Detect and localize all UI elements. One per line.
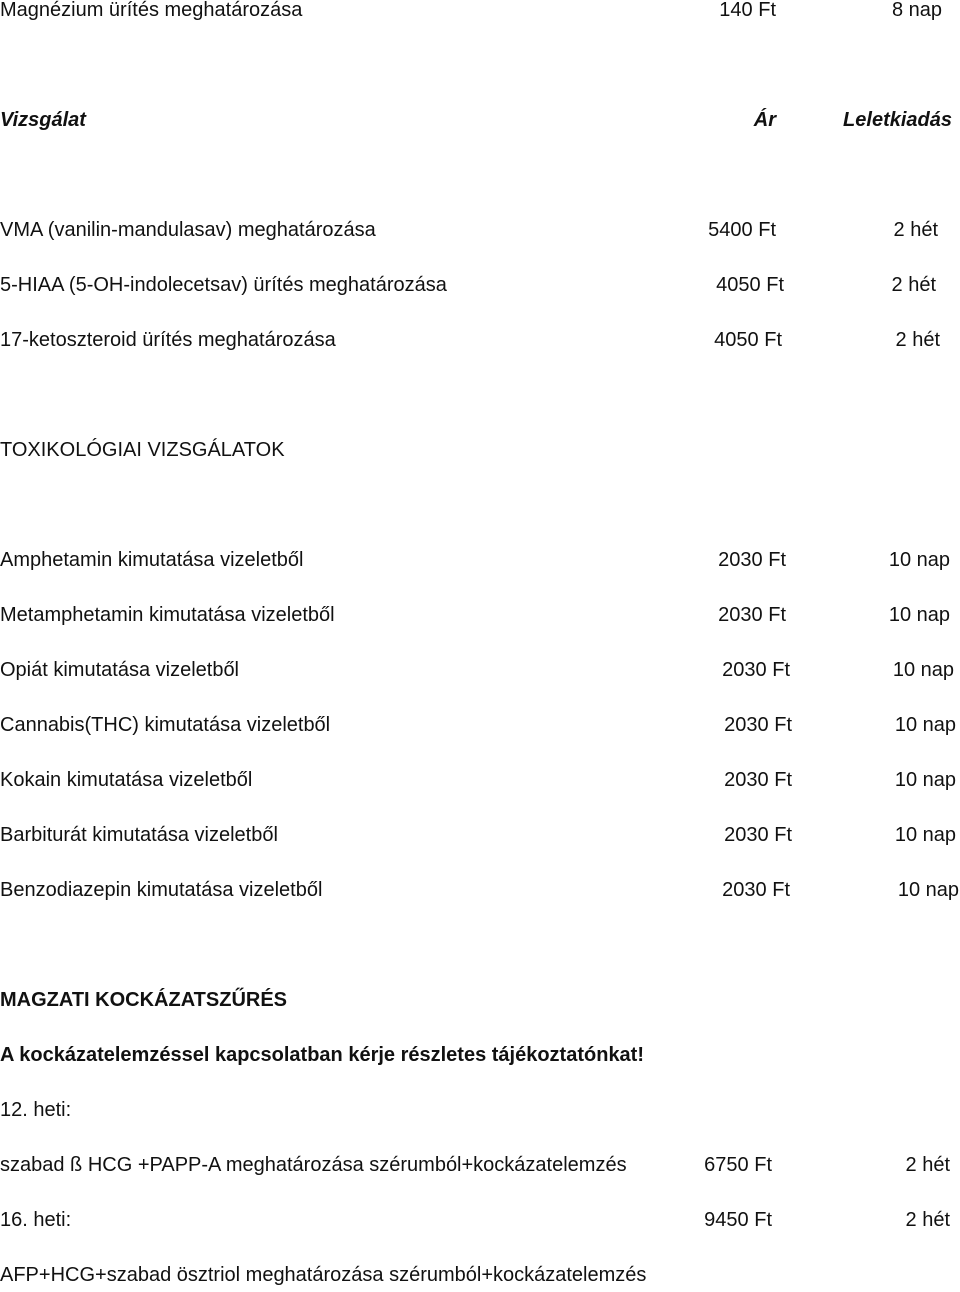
week-label: 12. heti: <box>0 1099 72 1121</box>
table-row <box>0 271 960 299</box>
test-turnaround: 2 hét <box>895 329 940 351</box>
test-name: Metamphetamin kimutatása vizeletből <box>0 604 335 626</box>
test-turnaround: 10 nap <box>894 824 956 846</box>
test-turnaround: 10 nap <box>897 879 959 901</box>
week-label: 16. heti: <box>0 1209 72 1231</box>
header-turnaround: Leletkiadás <box>843 109 952 131</box>
table-row <box>0 326 960 354</box>
test-turnaround: 2 hét <box>905 1209 950 1231</box>
test-price: 2030 Ft <box>722 879 790 901</box>
test-turnaround: 10 nap <box>888 604 950 626</box>
test-name: Amphetamin kimutatása vizeletből <box>0 549 304 571</box>
test-name: Magnézium ürítés meghatározása <box>0 0 303 21</box>
test-name: 17-ketoszteroid ürítés meghatározása <box>0 329 336 351</box>
table-row <box>0 656 960 684</box>
test-price: 2030 Ft <box>724 769 792 791</box>
header-test: Vizsgálat <box>0 109 86 131</box>
test-turnaround: 2 hét <box>893 219 938 241</box>
test-name: Barbiturát kimutatása vizeletből <box>0 824 278 846</box>
test-name: AFP+HCG+szabad ösztriol meghatározása szérumból+kockázatelemzés <box>0 1264 647 1286</box>
table-row <box>0 1151 960 1179</box>
test-name: 5-HIAA (5-OH-indolecetsav) ürítés meghatározása <box>0 274 447 296</box>
test-price: 4050 Ft <box>714 329 782 351</box>
test-name: szabad ß HCG +PAPP-A meghatározása szérumból+kockázatelemzés <box>0 1154 627 1176</box>
table-header <box>0 106 960 134</box>
test-name: Kokain kimutatása vizeletből <box>0 769 253 791</box>
test-price: 5400 Ft <box>708 219 776 241</box>
table-row <box>0 601 960 629</box>
test-price: 6750 Ft <box>704 1154 772 1176</box>
test-price: 2030 Ft <box>718 604 786 626</box>
test-turnaround: 10 nap <box>888 549 950 571</box>
test-price: 2030 Ft <box>724 824 792 846</box>
test-name: Opiát kimutatása vizeletből <box>0 659 240 681</box>
table-row <box>0 766 960 794</box>
table-row <box>0 1206 960 1234</box>
table-row <box>0 876 960 904</box>
test-price: 9450 Ft <box>704 1209 772 1231</box>
table-row <box>0 821 960 849</box>
test-turnaround: 2 hét <box>891 274 936 296</box>
test-turnaround: 10 nap <box>894 769 956 791</box>
header-price: Ár <box>753 109 776 131</box>
section-title-toxicology: TOXIKOLÓGIAI VIZSGÁLATOK <box>0 439 285 461</box>
test-price: 4050 Ft <box>716 274 784 296</box>
test-price: 2030 Ft <box>718 549 786 571</box>
table-row <box>0 216 960 244</box>
test-price: 2030 Ft <box>724 714 792 736</box>
test-price: 2030 Ft <box>722 659 790 681</box>
test-price: 140 Ft <box>719 0 776 21</box>
table-row <box>0 0 960 24</box>
test-turnaround: 10 nap <box>892 659 954 681</box>
test-turnaround: 2 hét <box>905 1154 950 1176</box>
test-turnaround: 10 nap <box>894 714 956 736</box>
test-name: Benzodiazepin kimutatása vizeletből <box>0 879 323 901</box>
test-name: Cannabis(THC) kimutatása vizeletből <box>0 714 331 736</box>
table-row <box>0 546 960 574</box>
test-turnaround: 8 nap <box>891 0 942 21</box>
info-note: A kockázatelemzéssel kapcsolatban kérje részletes tájékoztatónkat! <box>0 1044 645 1066</box>
section-title-prenatal: MAGZATI KOCKÁZATSZŰRÉS <box>0 989 288 1011</box>
table-row <box>0 711 960 739</box>
test-name: VMA (vanilin-mandulasav) meghatározása <box>0 219 376 241</box>
